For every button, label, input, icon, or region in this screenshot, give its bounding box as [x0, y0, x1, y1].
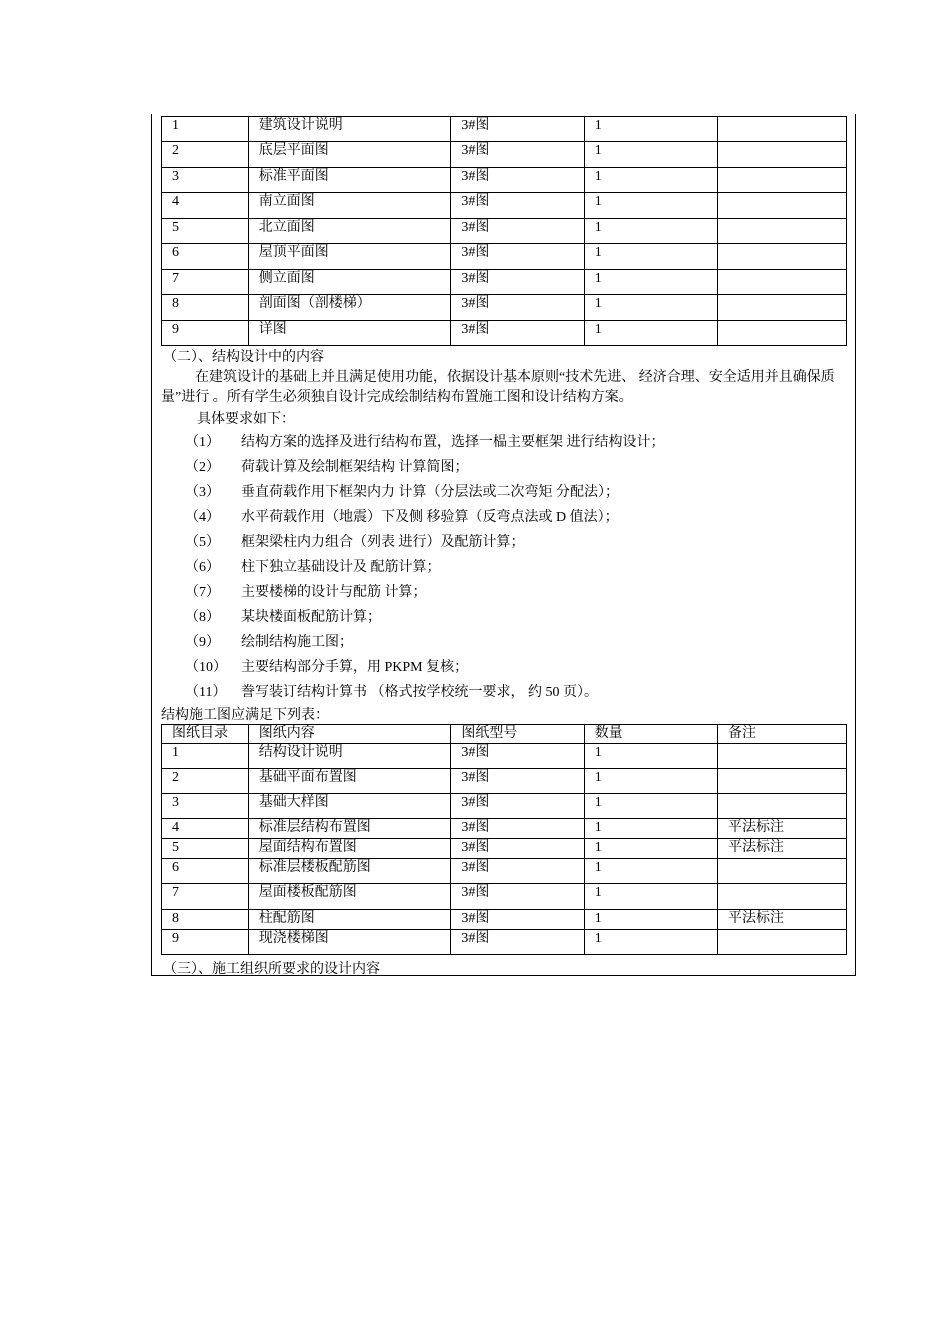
index-cell: 2	[162, 142, 249, 168]
size-cell: 3#图	[451, 839, 584, 859]
content-cell: 建筑设计说明	[248, 117, 451, 142]
requirement-number: （9）	[185, 635, 220, 650]
quantity-cell: 1	[584, 744, 717, 769]
index-cell: 7	[162, 270, 249, 295]
drawings-list-label: 结构施工图应满足下列表：	[161, 708, 329, 723]
index-cell: 5	[162, 219, 249, 244]
remark-cell	[718, 219, 847, 244]
remark-cell: 平法标注	[718, 910, 847, 930]
table-row	[162, 744, 847, 769]
quantity-cell: 1	[584, 117, 717, 142]
index-cell: 1	[162, 744, 249, 769]
remark-cell	[718, 884, 847, 910]
content-cell: 剖面图（剖楼梯）	[248, 295, 451, 321]
table-row	[162, 168, 847, 193]
quantity-cell: 1	[584, 270, 717, 295]
index-cell: 1	[162, 117, 249, 142]
quantity-cell: 1	[584, 794, 717, 819]
table-header-row	[162, 725, 847, 744]
remark-cell	[718, 193, 847, 219]
remark-cell	[718, 142, 847, 168]
remark-cell: 平法标注	[718, 839, 847, 859]
quantity-cell: 1	[584, 168, 717, 193]
remark-cell	[718, 744, 847, 769]
content-cell: 标准层结构布置图	[248, 819, 451, 839]
content-cell: 柱配筋图	[248, 910, 451, 930]
size-cell: 3#图	[451, 142, 584, 168]
remark-cell	[718, 117, 847, 142]
requirement-text: 主要楼梯的设计与配筋 计算；	[241, 585, 427, 600]
index-cell: 9	[162, 930, 249, 955]
table-row	[162, 884, 847, 910]
requirement-item	[185, 582, 845, 607]
requirement-number: （11）	[185, 685, 227, 700]
table-row	[162, 244, 847, 270]
index-cell: 2	[162, 769, 249, 794]
section3-title: （三）、施工组织所要求的设计内容	[163, 962, 380, 977]
requirements-label: 具体要求如下：	[197, 412, 295, 427]
content-cell: 详图	[248, 321, 451, 346]
size-cell: 3#图	[451, 794, 584, 819]
header-quantity-cell: 数量	[584, 725, 717, 744]
size-cell: 3#图	[451, 910, 584, 930]
requirement-text: 荷载计算及绘制框架结构 计算简图；	[241, 460, 469, 475]
quantity-cell: 1	[584, 910, 717, 930]
index-cell: 3	[162, 168, 249, 193]
header-remark-cell: 备注	[718, 725, 847, 744]
index-cell: 6	[162, 244, 249, 270]
table-row	[162, 859, 847, 884]
content-cell: 南立面图	[248, 193, 451, 219]
table-row	[162, 117, 847, 142]
size-cell: 3#图	[451, 219, 584, 244]
requirement-text: 框架梁柱内力组合（列表 进行）及配筋计算；	[241, 535, 525, 550]
requirement-item	[185, 507, 845, 532]
size-cell: 3#图	[451, 884, 584, 910]
index-cell: 8	[162, 910, 249, 930]
requirement-text: 主要结构部分手算，用 PKPM 复核；	[241, 660, 469, 675]
requirement-number: （6）	[185, 560, 220, 575]
quantity-cell: 1	[584, 244, 717, 270]
table-row	[162, 794, 847, 819]
section2-intro: 在建筑设计的基础上并且满足使用功能，依据设计基本原则“技术先进、 经济合理、安全适用并且确保质量”进行 。所有学生必须独自设计完成绘制结构布置施工图和设计结构方案。	[161, 370, 835, 405]
size-cell: 3#图	[451, 244, 584, 270]
requirement-item	[185, 557, 845, 582]
index-cell: 5	[162, 839, 249, 859]
quantity-cell: 1	[584, 193, 717, 219]
quantity-cell: 1	[584, 930, 717, 955]
requirement-item	[185, 532, 845, 557]
section2-title: （二）、结构设计中的内容	[163, 350, 324, 365]
content-cell: 北立面图	[248, 219, 451, 244]
index-cell: 8	[162, 295, 249, 321]
content-cell: 标准平面图	[248, 168, 451, 193]
requirement-item	[185, 457, 845, 482]
table-row	[162, 219, 847, 244]
architecture-drawings-table	[161, 116, 847, 346]
content-cell: 屋顶平面图	[248, 244, 451, 270]
remark-cell	[718, 794, 847, 819]
index-cell: 9	[162, 321, 249, 346]
content-cell: 屋面楼板配筋图	[248, 884, 451, 910]
table-row	[162, 270, 847, 295]
header-content-cell: 图纸内容	[248, 725, 451, 744]
requirement-number: （5）	[185, 535, 220, 550]
requirement-number: （1）	[185, 435, 220, 450]
size-cell: 3#图	[451, 859, 584, 884]
requirement-text: 结构方案的选择及进行结构布置，选择一榀主要框架 进行结构设计；	[241, 435, 665, 450]
requirement-number: （4）	[185, 510, 220, 525]
structure-drawings-table	[161, 724, 847, 955]
requirement-item	[185, 432, 845, 457]
quantity-cell: 1	[584, 142, 717, 168]
requirements-list	[185, 432, 845, 707]
size-cell: 3#图	[451, 295, 584, 321]
index-cell: 3	[162, 794, 249, 819]
requirement-item	[185, 682, 845, 707]
remark-cell	[718, 321, 847, 346]
table-row	[162, 910, 847, 930]
content-cell: 侧立面图	[248, 270, 451, 295]
table-row	[162, 193, 847, 219]
table-row	[162, 321, 847, 346]
table-row	[162, 819, 847, 839]
size-cell: 3#图	[451, 168, 584, 193]
content-cell: 基础平面布置图	[248, 769, 451, 794]
remark-cell	[718, 168, 847, 193]
content-cell: 底层平面图	[248, 142, 451, 168]
quantity-cell: 1	[584, 321, 717, 346]
header-size-cell: 图纸型号	[451, 725, 584, 744]
size-cell: 3#图	[451, 930, 584, 955]
size-cell: 3#图	[451, 117, 584, 142]
requirement-number: （7）	[185, 585, 220, 600]
requirement-item	[185, 632, 845, 657]
requirement-item	[185, 657, 845, 682]
size-cell: 3#图	[451, 270, 584, 295]
quantity-cell: 1	[584, 219, 717, 244]
table-row	[162, 839, 847, 859]
content-cell: 标准层楼板配筋图	[248, 859, 451, 884]
index-cell: 4	[162, 193, 249, 219]
content-cell: 基础大样图	[248, 794, 451, 819]
table-row	[162, 769, 847, 794]
requirement-number: （10）	[185, 660, 227, 675]
requirement-number: （8）	[185, 610, 220, 625]
quantity-cell: 1	[584, 839, 717, 859]
size-cell: 3#图	[451, 744, 584, 769]
quantity-cell: 1	[584, 295, 717, 321]
remark-cell: 平法标注	[718, 819, 847, 839]
remark-cell	[718, 270, 847, 295]
remark-cell	[718, 769, 847, 794]
index-cell: 4	[162, 819, 249, 839]
size-cell: 3#图	[451, 819, 584, 839]
table-row	[162, 142, 847, 168]
table-row	[162, 295, 847, 321]
remark-cell	[718, 295, 847, 321]
content-cell: 屋面结构布置图	[248, 839, 451, 859]
content-cell: 现浇楼梯图	[248, 930, 451, 955]
quantity-cell: 1	[584, 819, 717, 839]
size-cell: 3#图	[451, 321, 584, 346]
content-cell: 结构设计说明	[248, 744, 451, 769]
quantity-cell: 1	[584, 769, 717, 794]
index-cell: 6	[162, 859, 249, 884]
requirement-number: （2）	[185, 460, 220, 475]
requirement-text: 某块楼面板配筋计算；	[241, 610, 381, 625]
requirement-text: 水平荷载作用（地震）下及侧 移验算（反弯点法或 D 值法）；	[241, 510, 619, 525]
size-cell: 3#图	[451, 193, 584, 219]
requirement-text: 垂直荷载作用下框架内力 计算（分层法或二次弯矩 分配法）；	[241, 485, 619, 500]
index-cell: 7	[162, 884, 249, 910]
requirement-text: 柱下独立基础设计及 配筋计算；	[241, 560, 441, 575]
requirement-number: （3）	[185, 485, 220, 500]
header-index-cell: 图纸目录	[162, 725, 249, 744]
requirement-text: 誊写装订结构计算书 （格式按学校统一要求， 约 50 页）。	[241, 685, 598, 700]
requirement-item	[185, 482, 845, 507]
requirement-item	[185, 607, 845, 632]
requirement-text: 绘制结构施工图；	[241, 635, 353, 650]
size-cell: 3#图	[451, 769, 584, 794]
table-row	[162, 930, 847, 955]
remark-cell	[718, 930, 847, 955]
quantity-cell: 1	[584, 884, 717, 910]
remark-cell	[718, 244, 847, 270]
quantity-cell: 1	[584, 859, 717, 884]
remark-cell	[718, 859, 847, 884]
